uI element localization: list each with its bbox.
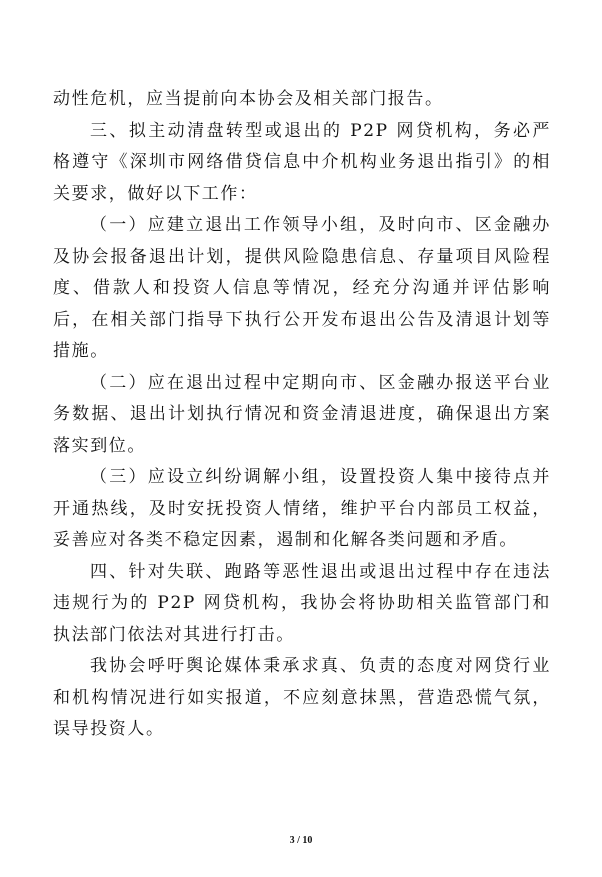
paragraph-item-three: 三、拟主动清盘转型或退出的 P2P 网贷机构，务必严格遵守《深圳市网络借贷信息中介机构业务退出指引》的相关要求，做好以下工作： bbox=[53, 120, 551, 204]
page-number: 3 / 10 bbox=[289, 835, 313, 846]
paragraph-continuation: 动性危机，应当提前向本协会及相关部门报告。 bbox=[53, 89, 444, 109]
paragraph-sub-item-one: （一）应建立退出工作领导小组，及时向市、区金融办及协会报备退出计划，提供风险隐患信息、存量项目风险程度、借款人和投资人信息等情况，经充分沟通并评估影响后，在相关部门指导下执行公开发布退出公告及清退计划等措施。 bbox=[53, 215, 551, 361]
document-body bbox=[53, 84, 551, 746]
paragraph-sub-item-three: （三）应设立纠纷调解小组，设置投资人集中接待点并开通热线，及时安抚投资人情绪，维护平台内部员工权益，妥善应对各类不稳定因素，遏制和化解各类问题和矛盾。 bbox=[53, 467, 551, 550]
paragraph-appeal: 我协会呼吁舆论媒体秉承求真、负责的态度对网贷行业和机构情况进行如实报道，不应刻意抹黑，营造恐慌气氛，误导投资人。 bbox=[53, 656, 551, 739]
paragraph-sub-item-two: （二）应在退出过程中定期向市、区金融办报送平台业务数据、退出计划执行情况和资金清退进度，确保退出方案落实到位。 bbox=[53, 372, 551, 456]
paragraph-item-four: 四、针对失联、跑路等恶性退出或退出过程中存在违法违规行为的 P2P 网贷机构，我协会将协助相关监管部门和执法部门依法对其进行打击。 bbox=[53, 561, 551, 645]
